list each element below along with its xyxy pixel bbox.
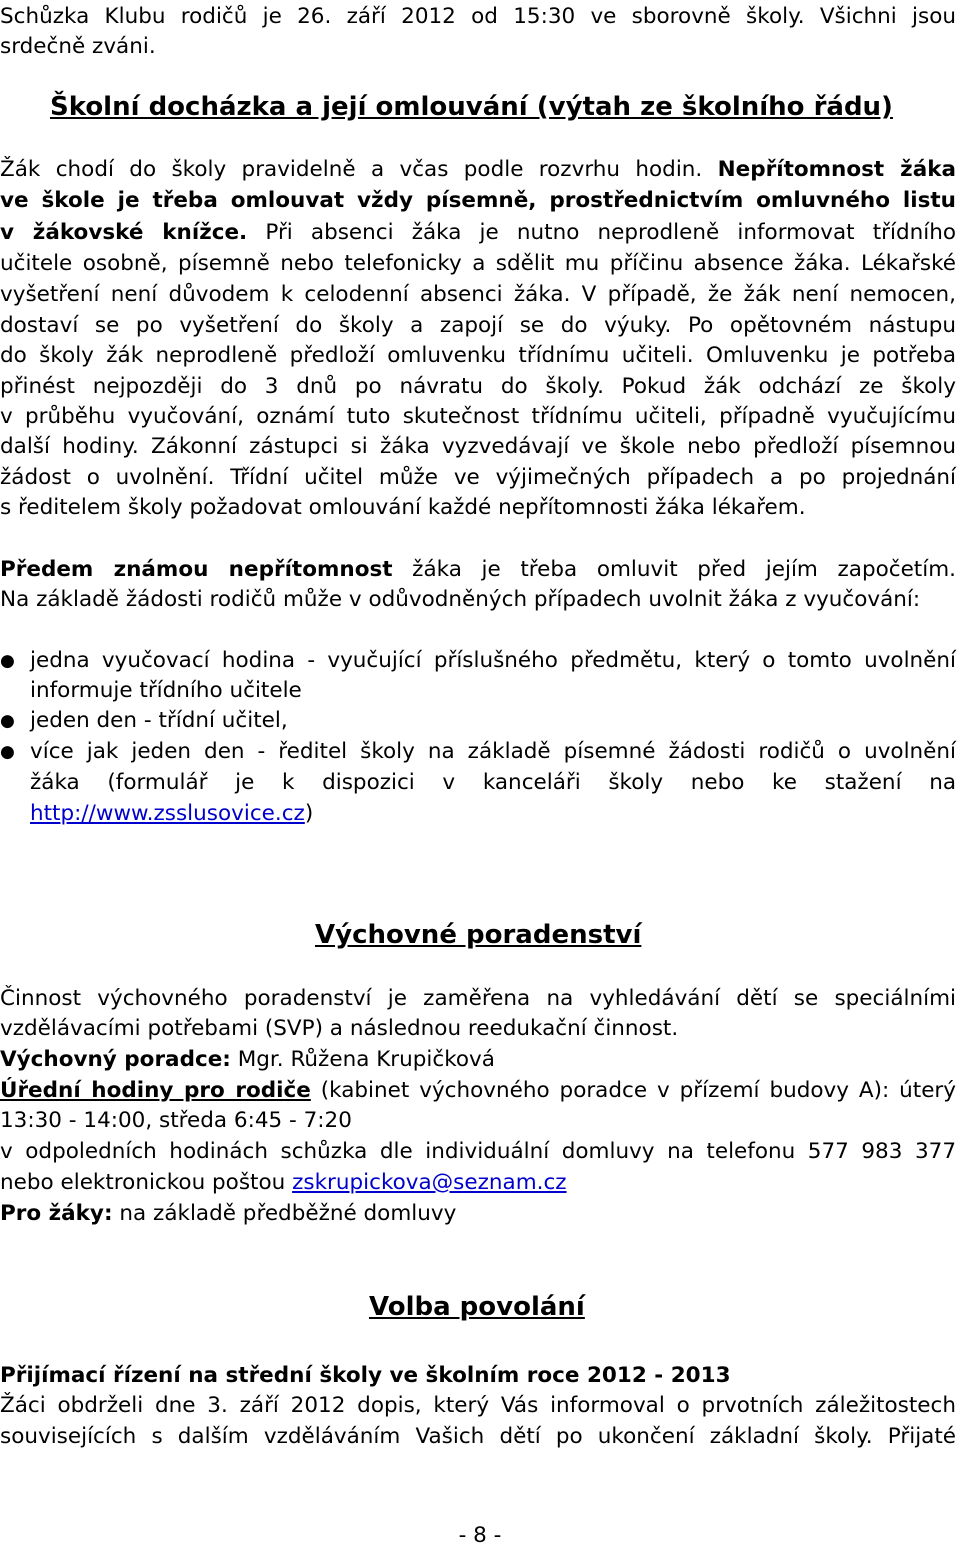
career-heading: Volba povolání (369, 1292, 585, 1322)
attendance-line-3: v žákovské knížce. Při absenci žáka je nutno neprodleně informovat třídního (0, 220, 956, 245)
intro-line-2: srdečně zváni. (0, 34, 156, 59)
counseling-line-2: vzdělávacími potřebami (SVP) a následnou reedukační činnost. (0, 1016, 679, 1041)
phone-line: v odpoledních hodinách schůzka dle individuální domluvy na telefonu 577 983 377 (0, 1139, 956, 1164)
list-item-continuation: http://www.zsslusovice.cz) (30, 801, 314, 826)
attendance-heading: Školní docházka a její omlouvání (výtah ze školního řádu) (50, 92, 893, 122)
pupils-line: Pro žáky: na základě předběžné domluvy (0, 1201, 457, 1226)
admission-subheading: Přijímací řízení na střední školy ve školním roce 2012 - 2013 (0, 1363, 731, 1388)
attendance-line-7: do školy žák neprodleně předloží omluvenku třídnímu učiteli. Omluvenku je potřeba (0, 343, 956, 368)
list-item: více jak jeden den - ředitel školy na základě písemné žádosti rodičů o uvolnění (30, 739, 956, 764)
attendance-line-11: žádost o uvolnění. Třídní učitel může ve výjimečných případech a po projednání (0, 465, 956, 490)
office-hours-times: 13:30 - 14:00, středa 6:45 - 7:20 (0, 1108, 352, 1133)
bullet-icon: ● (0, 651, 15, 671)
email-link[interactable]: zskrupickova@seznam.cz (292, 1170, 567, 1195)
intro-line-1: Schůzka Klubu rodičů je 26. září 2012 od 15:30 ve sborovně školy. Všichni jsou (0, 4, 956, 29)
list-item-continuation: informuje třídního učitele (30, 678, 302, 703)
list-item: jedna vyučovací hodina - vyučující příslušného předmětu, který o tomto uvolnění (30, 648, 956, 673)
attendance-line-12: s ředitelem školy požadovat omlouvání každé nepřítomnosti žáka lékařem. (0, 495, 806, 520)
office-hours-line: Úřední hodiny pro rodiče (kabinet výchovného poradce v přízemí budovy A): úterý (0, 1078, 956, 1103)
career-line-2: souvisejících s dalším vzděláváním Vašich dětí po ukončení základní školy. Přijaté (0, 1424, 956, 1449)
career-line-1: Žáci obdrželi dne 3. září 2012 dopis, který Vás informoval o prvotních záležitostech (0, 1393, 956, 1418)
attendance-line-6: dostaví se po vyšetření do školy a zapojí se do výuky. Po opětovném nástupu (0, 313, 956, 338)
counseling-heading: Výchovné poradenství (315, 920, 642, 950)
list-item: jeden den - třídní učitel, (30, 708, 288, 733)
attendance-line-2: ve škole je třeba omlouvat vždy písemně, prostřednictvím omluvného listu (0, 188, 956, 213)
advance-absence-line-1: Předem známou nepřítomnost žáka je třeba omluvit před jejím započetím. (0, 557, 956, 582)
bullet-icon: ● (0, 711, 15, 731)
advance-absence-line-2: Na základě žádosti rodičů může v odůvodněných případech uvolnit žáka z vyučování: (0, 587, 921, 612)
page-number: - 8 - (458, 1523, 502, 1548)
attendance-line-4: učitele osobně, písemně nebo telefonicky a sdělit mu příčinu absence žáka. Lékařské (0, 251, 956, 276)
advisor-line: Výchovný poradce: Mgr. Růžena Krupičková (0, 1047, 495, 1072)
attendance-line-5: vyšetření není důvodem k celodenní absenci žáka. V případě, že žák není nemocen, (0, 282, 956, 307)
counseling-line-1: Činnost výchovného poradenství je zaměřena na vyhledávání dětí se speciálními (0, 986, 956, 1011)
bullet-icon: ● (0, 742, 15, 762)
email-line: nebo elektronickou poštou zskrupickova@seznam.cz (0, 1170, 567, 1195)
list-item-continuation: žáka (formulář je k dispozici v kanceláři školy nebo ke stažení na (30, 770, 956, 795)
attendance-line-1: Žák chodí do školy pravidelně a včas podle rozvrhu hodin. Nepřítomnost žáka (0, 157, 957, 182)
attendance-line-9: v průběhu vyučování, oznámí tuto skutečnost třídnímu učiteli, případně vyučujícímu (0, 404, 956, 429)
attendance-line-10: další hodiny. Zákonní zástupci si žáka vyzvedávají ve škole nebo předloží písemnou (0, 434, 956, 459)
school-website-link[interactable]: http://www.zsslusovice.cz (30, 801, 305, 826)
attendance-line-8: přinést nejpozději do 3 dnů po návratu do školy. Pokud žák odchází ze školy (0, 374, 956, 399)
